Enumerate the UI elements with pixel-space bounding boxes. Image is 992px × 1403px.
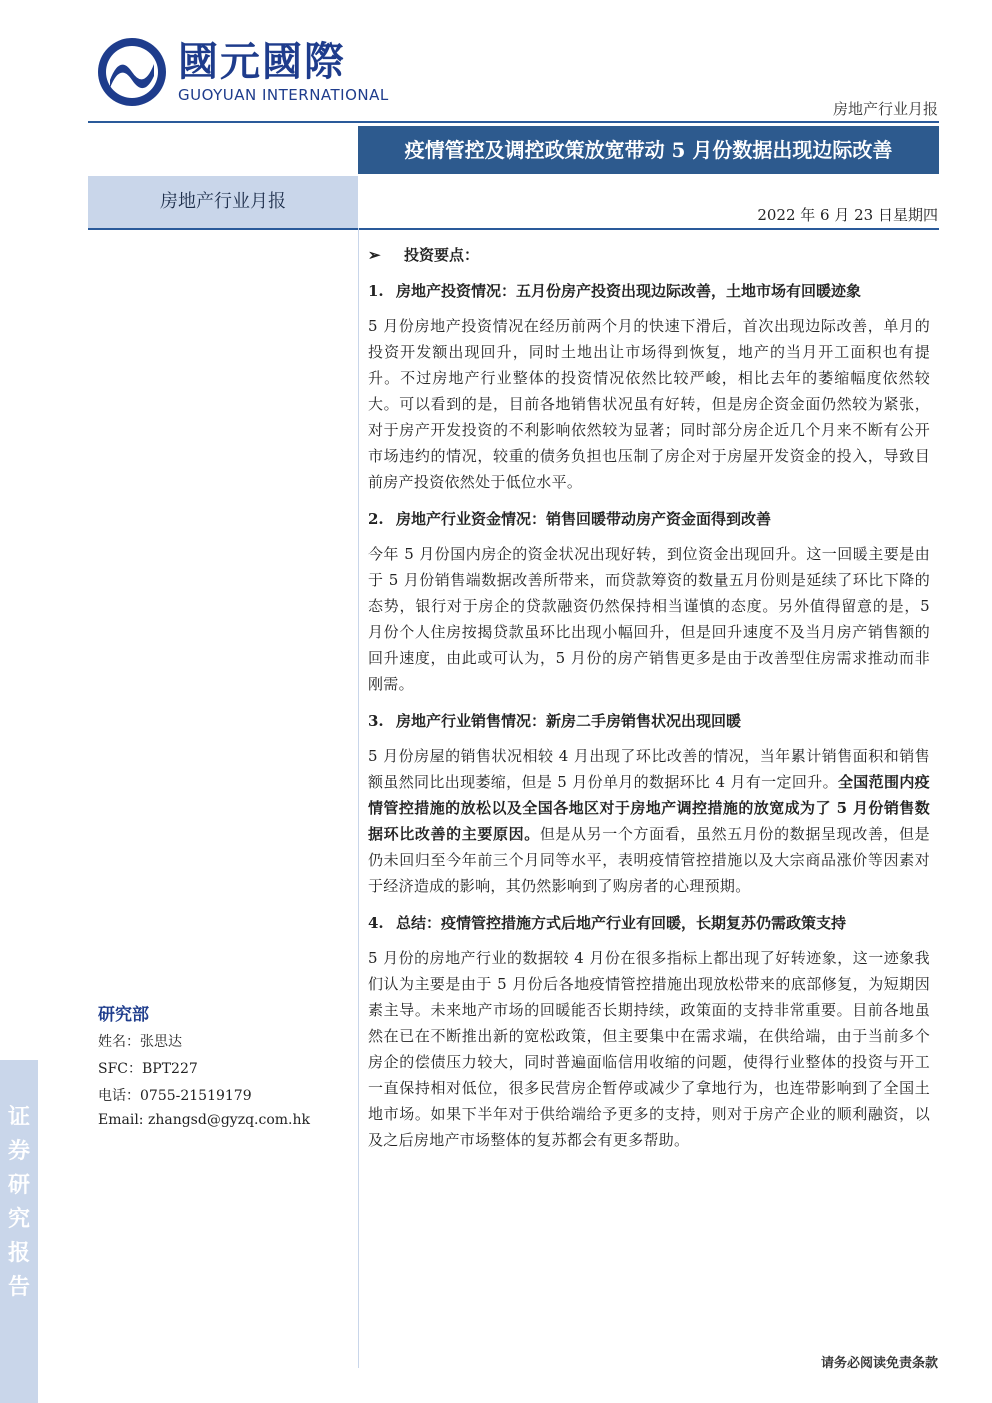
section-paragraph: 5 月份房地产投资情况在经历前两个月的快速下滑后，首次出现边际改善，单月的投资开发额出现回升，同时土地出让市场得到恢复，地产的当月开工面积也有提升。不过房地产行业整体的投资情况依然比较严峻，相比去年的萎缩幅度依然较大。可以看到的是，目前各地销售状况虽有好转，但是房企资金面仍然较为紧张，对于房产开发投资的不利影响依然较为显著；同时部分房企近几个月来不断有公开市场违约的情况，较重的债务负担也压制了房企对于房屋开发资金的投入，导致目前房产投资依然处于低位水平。 bbox=[368, 317, 930, 491]
brand-name-cn: 國元國際 bbox=[178, 39, 346, 85]
section-heading: 2. 房地产行业资金情况：销售回暖带动房产资金面得到改善 bbox=[368, 510, 772, 528]
highlighted-text: 全国范围内疫情管控措施的放松以及全国各地区对于房地产调控措施的放宽成为了 5 月份销售数据环比改善的主要原因。 bbox=[368, 773, 930, 843]
key-points-label: 投资要点： bbox=[404, 246, 480, 264]
analyst-name: 姓名：张思达 bbox=[98, 1034, 182, 1050]
department-name: 研究部 bbox=[98, 1005, 149, 1025]
subheader-divider bbox=[88, 228, 939, 230]
section-heading: 3. 房地产行业销售情况：新房二手房销售状况出现回暖 bbox=[368, 712, 742, 730]
analyst-email[interactable]: Email: zhangsd@gyzq.com.hk bbox=[98, 1112, 310, 1128]
header-divider bbox=[88, 121, 939, 123]
section-paragraph: 今年 5 月份国内房企的资金状况出现好转，到位资金出现回升。这一回暖主要是由于 5 月份销售端数据改善所带来，而贷款筹资的数量五月份则是延续了环比下降的态势，银行对于房企的贷款融资仍然保持相当谨慎的态度。另外值得留意的是，5 月份个人住房按揭贷款虽环比出现小幅回升，但是回升速度不及当月房产销售额的回升速度，由此或可认为，5 月份的房产销售更多是由于改善型住房需求推动而非刚需。 bbox=[368, 545, 930, 693]
vertical-report-label: 证 券 研 究 报 告 bbox=[7, 1104, 30, 1300]
report-category-top: 房地产行业月报 bbox=[832, 100, 938, 118]
column-divider bbox=[358, 228, 359, 1368]
section-paragraph: 5 月份的房地产行业的数据较 4 月份在很多指标上都出现了好转迹象，这一迹象我们认为主要是由于 5 月份后各地疫情管控措施出现放松带来的底部修复，为短期因素主导。未来地产市场的回暖能否长期持续，政策面的支持非常重要。目前各地虽然在已在不断推出新的宽松政策，但主要集中在需求端，在供给端，由于当前多个房企的偿债压力较大，同时普遍面临信用收缩的问题，使得行业整体的投资与开工一直保持相对低位，很多民营房企暂停或减少了拿地行为，也连带影响到了全国土地市场。如果下半年对于供给端给予更多的支持，则对于房产企业的顺利融资，以及之后房地产市场整体的复苏都会有更多帮助。 bbox=[368, 949, 930, 1149]
arrow-bullet-icon: ➢ bbox=[368, 246, 381, 264]
report-date: 2022 年 6 月 23 日星期四 bbox=[757, 206, 938, 224]
section-paragraph: 5 月份房屋的销售状况相较 4 月出现了环比改善的情况，当年累计销售面积和销售额虽然同比出现萎缩，但是 5 月份单月的数据环比 4 月有一定回升。全国范围内疫情管控措施的放松以及全国各地区对于房地产调控措施的放宽成为了 5 月份销售数据环比改善的主要原因。但是从另一个方面看，虽然五月份的数据呈现改善，但是仍未回归至今年前三个月同等水平，表明疫情管控措施以及大宗商品涨价等因素对于经济造成的影响，其仍然影响到了购房者的心理预期。 bbox=[368, 747, 930, 895]
main-content bbox=[368, 244, 930, 1165]
disclaimer-note: 请务必阅读免责条款 bbox=[820, 1356, 938, 1371]
section-heading: 1. 房地产投资情况：五月份房产投资出现边际改善，土地市场有回暖迹象 bbox=[368, 282, 862, 300]
report-category-box: 房地产行业月报 bbox=[88, 176, 358, 228]
guoyuan-logo-icon bbox=[96, 36, 168, 108]
report-title: 疫情管控及调控政策放宽带动 5 月份数据出现边际改善 bbox=[358, 126, 939, 174]
analyst-phone: 电话：0755-21519179 bbox=[98, 1088, 252, 1104]
section-heading: 4. 总结：疫情管控措施方式后地产行业有回暖，长期复苏仍需政策支持 bbox=[368, 914, 847, 932]
analyst-sfc: SFC：BPT227 bbox=[98, 1061, 198, 1077]
key-points-heading bbox=[368, 244, 930, 266]
brand-name-en: GUOYUAN INTERNATIONAL bbox=[178, 86, 389, 104]
